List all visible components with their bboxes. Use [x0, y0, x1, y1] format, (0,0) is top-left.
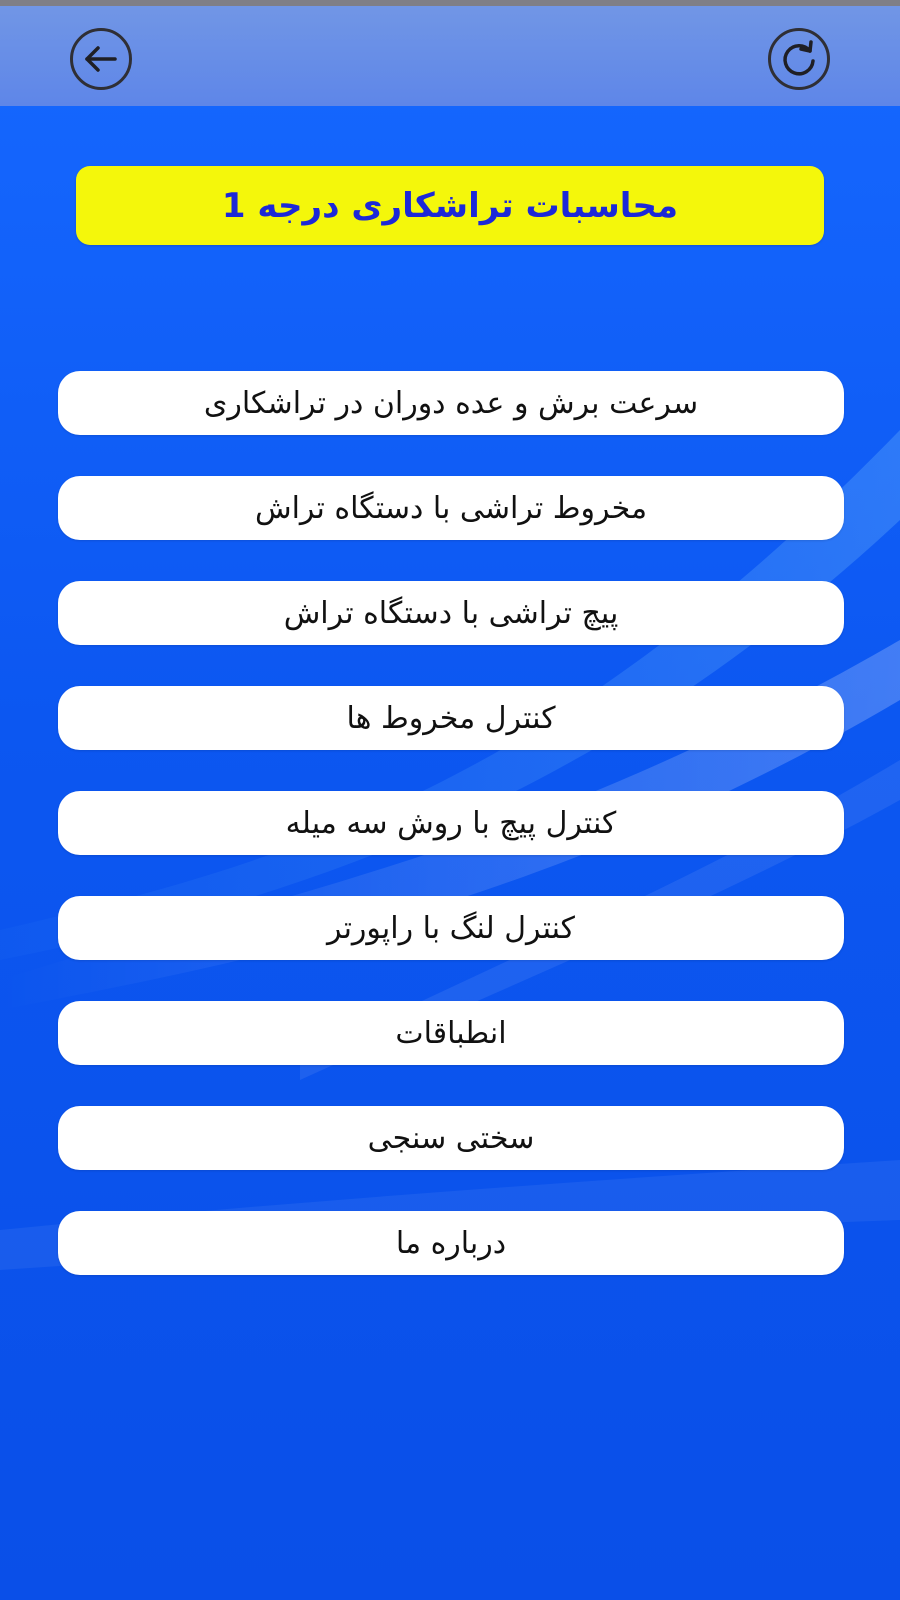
- menu-item-label: کنترل لنگ با راپورتر: [327, 910, 575, 946]
- menu-item-label: کنترل پیچ با روش سه میله: [285, 805, 617, 841]
- menu-item-three-wire-thread[interactable]: [58, 791, 844, 855]
- app-header: [0, 6, 900, 106]
- refresh-button[interactable]: [768, 28, 830, 90]
- menu-item-label: سختی سنجی: [367, 1120, 535, 1156]
- page-title: محاسبات تراشکاری درجه 1: [221, 185, 679, 226]
- menu-item-taper-control[interactable]: [58, 686, 844, 750]
- main-menu: [58, 371, 844, 1316]
- menu-item-tolerances[interactable]: [58, 1001, 844, 1065]
- menu-item-thread-cutting[interactable]: [58, 581, 844, 645]
- menu-item-about-us[interactable]: [58, 1211, 844, 1275]
- menu-item-label: سرعت برش و عده دوران در تراشکاری: [203, 385, 699, 421]
- arrow-left-icon: [79, 37, 123, 81]
- menu-item-taper-turning[interactable]: [58, 476, 844, 540]
- back-button[interactable]: [70, 28, 132, 90]
- menu-item-label: کنترل مخروط ها: [346, 700, 556, 736]
- menu-item-label: پیچ تراشی با دستگاه تراش: [283, 595, 619, 631]
- menu-item-hardness-testing[interactable]: [58, 1106, 844, 1170]
- menu-item-label: انطباقات: [395, 1015, 507, 1051]
- menu-item-cutting-speed[interactable]: [58, 371, 844, 435]
- refresh-icon: [777, 37, 821, 81]
- page-title-box: [76, 166, 824, 245]
- menu-item-label: مخروط تراشی با دستگاه تراش: [254, 490, 648, 526]
- menu-item-label: درباره ما: [395, 1225, 507, 1261]
- menu-item-crank-protractor[interactable]: [58, 896, 844, 960]
